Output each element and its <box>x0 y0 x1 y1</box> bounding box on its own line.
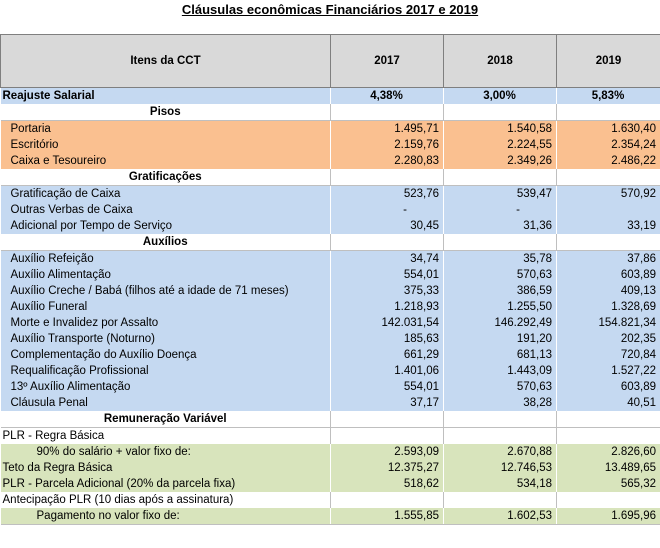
empty-cell <box>444 234 557 251</box>
table-row <box>1 347 660 363</box>
row-value: 570,92 <box>557 186 660 203</box>
section-remuneracao <box>1 411 660 428</box>
row-value: 35,78 <box>444 251 557 268</box>
empty-cell <box>557 169 660 186</box>
row-label: Gratificação de Caixa <box>1 186 331 203</box>
row-label: Escritório <box>1 137 331 153</box>
empty-cell <box>557 492 660 508</box>
row-label: 13º Auxílio Alimentação <box>1 379 331 395</box>
row-value <box>557 202 660 218</box>
empty-cell <box>331 104 444 121</box>
row-value: 2.159,76 <box>331 137 444 153</box>
row-value: 409,13 <box>557 283 660 299</box>
table-row <box>1 299 660 315</box>
row-label: Auxílio Funeral <box>1 299 331 315</box>
table-row <box>1 267 660 283</box>
row-label: Pagamento no valor fixo de: <box>1 508 331 525</box>
section-heading: Auxílios <box>1 234 331 251</box>
table-row <box>1 444 660 460</box>
section-heading: Remuneração Variável <box>1 411 331 428</box>
row-label: Auxílio Refeição <box>1 251 331 268</box>
row-value: 40,51 <box>557 395 660 411</box>
row-value: 2.224,55 <box>444 137 557 153</box>
section-heading: Pisos <box>1 104 331 121</box>
row-value: 661,29 <box>331 347 444 363</box>
table-row <box>1 331 660 347</box>
row-value: 518,62 <box>331 476 444 492</box>
row-value: 554,01 <box>331 379 444 395</box>
row-value: 191,20 <box>444 331 557 347</box>
row-value: 2.670,88 <box>444 444 557 460</box>
section-gratificacoes <box>1 169 660 186</box>
row-value: 375,33 <box>331 283 444 299</box>
row-value: 534,18 <box>444 476 557 492</box>
table-row <box>1 251 660 268</box>
row-value: 570,63 <box>444 267 557 283</box>
row-value: 1.555,85 <box>331 508 444 525</box>
reajuste-label: Reajuste Salarial <box>1 88 331 105</box>
row-value: 2.593,09 <box>331 444 444 460</box>
reajuste-value-2017: 4,38% <box>331 88 444 105</box>
table-row <box>1 379 660 395</box>
row-value: 1.495,71 <box>331 121 444 138</box>
row-value: 1.630,40 <box>557 121 660 138</box>
reajuste-value-2019: 5,83% <box>557 88 660 105</box>
row-value: 1.695,96 <box>557 508 660 525</box>
row-label: Caixa e Tesoureiro <box>1 153 331 169</box>
row-label: Portaria <box>1 121 331 138</box>
row-label: Auxílio Transporte (Noturno) <box>1 331 331 347</box>
row-value: 603,89 <box>557 379 660 395</box>
row-value: 37,17 <box>331 395 444 411</box>
row-value: 154.821,34 <box>557 315 660 331</box>
table-row <box>1 508 660 525</box>
table-row <box>1 363 660 379</box>
header-year-2018: 2018 <box>444 35 557 88</box>
empty-cell <box>444 104 557 121</box>
table-row <box>1 315 660 331</box>
plr-regra-label: PLR - Regra Básica <box>1 428 331 445</box>
table-row <box>1 476 660 492</box>
page-title: Cláusulas econômicas Financiários 2017 e 2019 <box>181 2 479 17</box>
row-value: 720,84 <box>557 347 660 363</box>
row-value: 2.280,83 <box>331 153 444 169</box>
row-label: 90% do salário + valor fixo de: <box>1 444 331 460</box>
table-row <box>1 460 660 476</box>
antecipacao-row <box>1 492 660 508</box>
row-value: 570,63 <box>444 379 557 395</box>
row-value: 31,36 <box>444 218 557 234</box>
empty-cell <box>444 428 557 445</box>
header-year-2019: 2019 <box>557 35 660 88</box>
section-pisos <box>1 104 660 121</box>
row-label: Auxílio Creche / Babá (filhos até a idade de 71 meses) <box>1 283 331 299</box>
row-value: 1.218,93 <box>331 299 444 315</box>
section-auxilios <box>1 234 660 251</box>
row-value: 1.527,22 <box>557 363 660 379</box>
row-value: 146.292,49 <box>444 315 557 331</box>
reajuste-value-2018: 3,00% <box>444 88 557 105</box>
row-value: 1.540,58 <box>444 121 557 138</box>
table-row <box>1 202 660 218</box>
row-value: 33,19 <box>557 218 660 234</box>
empty-cell <box>444 411 557 428</box>
reajuste-row <box>1 88 660 105</box>
table-row <box>1 283 660 299</box>
header-items-label: Itens da CCT <box>1 35 331 88</box>
row-value: 1.602,53 <box>444 508 557 525</box>
table-row <box>1 153 660 169</box>
empty-cell <box>331 234 444 251</box>
section-heading: Gratificações <box>1 169 331 186</box>
table-row <box>1 218 660 234</box>
row-label: Outras Verbas de Caixa <box>1 202 331 218</box>
row-value: 1.401,06 <box>331 363 444 379</box>
row-value: 12.375,27 <box>331 460 444 476</box>
row-value: 30,45 <box>331 218 444 234</box>
row-value: 539,47 <box>444 186 557 203</box>
empty-cell <box>331 428 444 445</box>
title-spacer <box>0 20 660 34</box>
row-value: 13.489,65 <box>557 460 660 476</box>
row-value: 202,35 <box>557 331 660 347</box>
empty-cell <box>444 169 557 186</box>
plr-regra-row <box>1 428 660 445</box>
empty-cell <box>557 234 660 251</box>
row-value: 1.328,69 <box>557 299 660 315</box>
row-value: 1.443,09 <box>444 363 557 379</box>
row-label: Teto da Regra Básica <box>1 460 331 476</box>
empty-cell <box>557 428 660 445</box>
row-value: - <box>444 202 557 218</box>
row-value: 523,76 <box>331 186 444 203</box>
empty-cell <box>331 169 444 186</box>
header-year-2017: 2017 <box>331 35 444 88</box>
empty-cell <box>557 411 660 428</box>
row-value: 1.255,50 <box>444 299 557 315</box>
row-label: PLR - Parcela Adicional (20% da parcela fixa) <box>1 476 331 492</box>
empty-cell <box>331 411 444 428</box>
row-value: 38,28 <box>444 395 557 411</box>
table-row <box>1 121 660 138</box>
row-value: 2.354,24 <box>557 137 660 153</box>
row-label: Requalificação Profissional <box>1 363 331 379</box>
row-value: 386,59 <box>444 283 557 299</box>
empty-cell <box>444 492 557 508</box>
table-row <box>1 395 660 411</box>
antecipacao-label: Antecipação PLR (10 dias após a assinatura) <box>1 492 331 508</box>
empty-cell <box>557 104 660 121</box>
row-value: 681,13 <box>444 347 557 363</box>
row-label: Auxílio Alimentação <box>1 267 331 283</box>
row-label: Adicional por Tempo de Serviço <box>1 218 331 234</box>
row-value: 12.746,53 <box>444 460 557 476</box>
row-value: 2.349,26 <box>444 153 557 169</box>
row-value: 565,32 <box>557 476 660 492</box>
row-value: 34,74 <box>331 251 444 268</box>
table-row <box>1 186 660 203</box>
cct-table <box>0 34 660 525</box>
row-value: 603,89 <box>557 267 660 283</box>
row-value: - <box>331 202 444 218</box>
row-label: Cláusula Penal <box>1 395 331 411</box>
row-value: 142.031,54 <box>331 315 444 331</box>
row-value: 2.486,22 <box>557 153 660 169</box>
row-value: 2.826,60 <box>557 444 660 460</box>
row-label: Morte e Invalidez por Assalto <box>1 315 331 331</box>
empty-cell <box>331 492 444 508</box>
row-value: 185,63 <box>331 331 444 347</box>
table-row <box>1 137 660 153</box>
row-value: 37,86 <box>557 251 660 268</box>
row-label: Complementação do Auxílio Doença <box>1 347 331 363</box>
header-row <box>1 35 660 88</box>
row-value: 554,01 <box>331 267 444 283</box>
